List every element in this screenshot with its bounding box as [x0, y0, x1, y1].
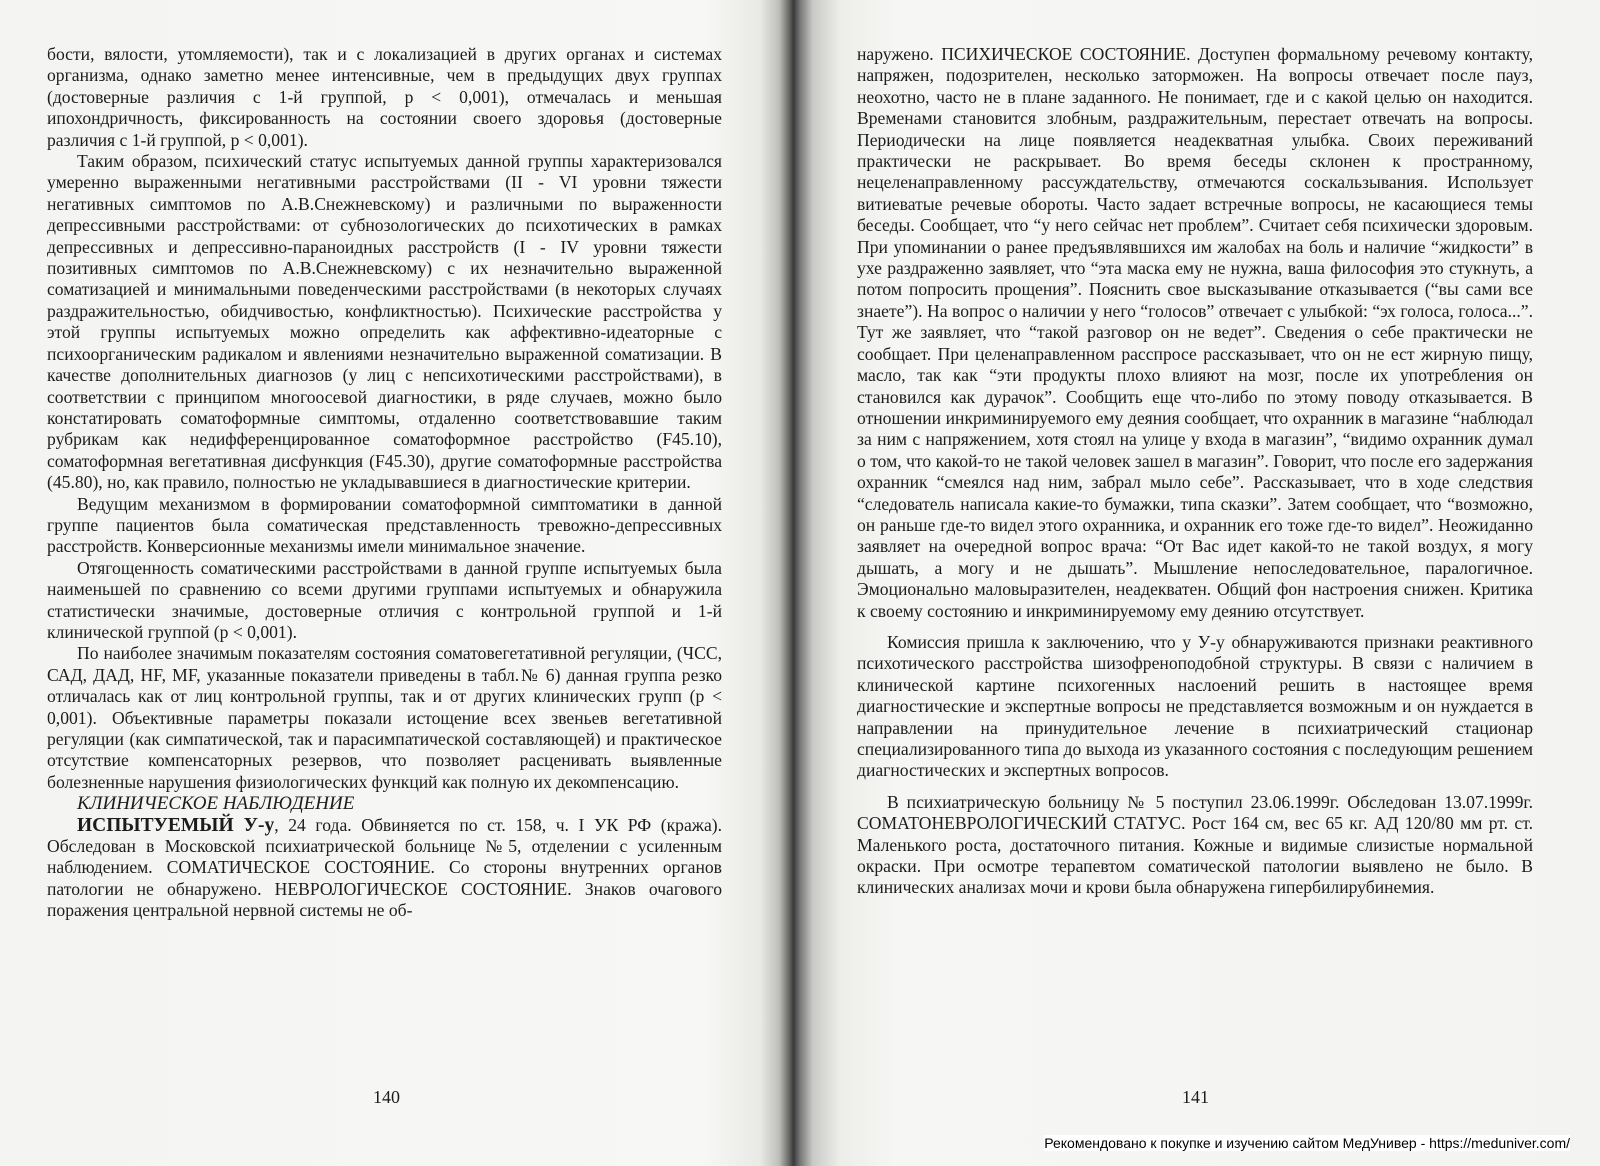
- left-paragraph-6-text: , 24 года. Обвиняется по ст. 158, ч. I УК РФ (кража). Обследован в Московской психиатрической больнице №5, отделении с усиленным наблюдением. СОМАТИЧЕСКОЕ СОСТОЯНИЕ. Со стороны внутренних органов патологии не обнаружено. НЕВРОЛОГИЧЕСКОЕ СОСТОЯНИЕ. Знаков очагового поражения центральной нервной системы не об-: [47, 814, 723, 921]
- left-paragraph-4: Отягощенность соматическими расстройствами в данной группе испытуемых была наименьшей по сравнению со всеми другими группами испытуемых и обнаружила статистически значимые, достоверные отличия с контрольной группой и 1-й клинической группой (р < 0,001).: [47, 557, 722, 642]
- left-paragraph-5: По наиболее значимым показателям состояния соматовегетативной регуляции, (ЧСС, САД, ДАД, HF, MF, указанные показатели приведены в табл.№ 6) данная группа резко отличалась как от лиц контрольной группы, так и от других клинических групп (р < 0,001). Объективные параметры показали истощение всех звеньев вегетативной регуляции (как симпатической, так и парасимпатической составляющей) и практическое отсутствие компенсаторных резервов, что позволяет расценивать выявленные болезненные нарушения физиологических функций как полную их декомпенсацию.: [47, 643, 722, 792]
- footer-recommendation[interactable]: [1044, 1135, 1570, 1151]
- footer-link[interactable]: Рекомендовано к покупке и изучению сайтом МедУнивер - https://meduniver.com/: [1044, 1135, 1570, 1151]
- left-page: [47, 44, 722, 922]
- subject-name: ИСПЫТУЕМЫЙ У-у: [77, 814, 275, 836]
- left-paragraph-3: Ведущим механизмом в формировании соматоформной симптоматики в данной группе пациентов была соматическая представленность тревожно-депрессивных расстройств. Конверсионные механизмы имели минимальное значение.: [47, 493, 722, 557]
- page-number-right: 141: [1182, 1087, 1209, 1107]
- left-paragraph-1: бости, вялости, утомляемости), так и с локализацией в других органах и системах организма, однако заметно менее интенсивные, чем в предыдущих двух группах (достоверные различия с 1-й группой, р < 0,001), отмечалась и меньшая ипохондричность, фиксированность на состоянии своего здоровья (достоверные различия с 1-й группой, р < 0,001).: [47, 44, 722, 150]
- clinical-case-heading: КЛИНИЧЕСКОЕ НАБЛЮДЕНИЕ: [77, 793, 355, 815]
- page-number-left: 140: [373, 1087, 400, 1107]
- left-paragraph-2: Таким образом, психический статус испытуемых данной группы характеризовался умеренно выраженными негативными расстройствами (II - VI уровни тяжести негативных симптомов по А.В.Снежневскому) и различными по выраженности депрессивными расстройствами: от субнозологических до психотических в рамках депрессивных и депрессивно-параноидных расстройств (I - IV уровни тяжести позитивных симптомов по А.В.Снежневскому) с их незначительно выраженной соматизацией и минимальными поведенческими расстройствами (в некоторых случаях раздражительностью, обидчивостью, конфликтностью). Психические расстройства у этой группы испытуемых можно определить как аффективно-идеаторные с психоорганическим радикалом и явлениями незначительно выраженной соматизации. В качестве дополнительных диагнозов (у лиц с непсихотическими расстройствами), в соответствии с принципом многоосевой диагностики, в ряде случаев, можно было констатировать соматоформные симптомы, отдаленно соответствовавшие таким рубрикам как недифференцированное соматоформное расстройство (F45.10), соматоформная вегетативная дисфункция (F45.30), другие соматоформные расстройства (45.80), но, как правило, полностью не укладывавшиеся в диагностические критерии.: [47, 151, 722, 493]
- right-paragraph-3: В психиатрическую больницу № 5 поступил 23.06.1999г. Обследован 13.07.1999г. СОМАТОНЕВРОЛОГИЧЕСКИЙ СТАТУС. Рост 164 см, вес 65 кг. АД 120/80 мм рт. ст. Маленького роста, достаточного питания. Кожные и видимые слизистые нормальной окраски. При осмотре терапевтом соматической патологии выявлено не было. В клинических анализах мочи и крови была обнаружена гипербилирубинемия.: [857, 791, 1533, 898]
- right-paragraph-1: наружено. ПСИХИЧЕСКОЕ СОСТОЯНИЕ. Доступен формальному речевому контакту, напряжен, подозрителен, несколько заторможен. На вопросы отвечает после пауз, неохотно, часто не в плане заданного. Не понимает, где и с какой целью он находится. Временами становится злобным, раздражительным, перестает отвечать на вопросы. Периодически на лице появляется неадекватная улыбка. Своих переживаний практически не раскрывает. Во время беседы склонен к пространному, нецеленаправленному рассуждательству, отмечаются соскальзывания. Использует витиеватые речевые обороты. Часто задает встречные вопросы, не касающиеся темы беседы. Сообщает, что “у него сейчас нет проблем”. Считает себя психически здоровым. При упоминании о ранее предъявлявшихся им жалобах на боль и наличие “жидкости” в ухе раздраженно заявляет, что “эта маска ему не нужна, ваша философия это стукнуть, а потом попросить прощения”. Пояснить свое высказывание отказывается (“вы сами все знаете”). На вопрос о наличии у него “голосов” отвечает с улыбкой: “эх голоса, голоса...”. Тут же заявляет, что “такой разговор он не ведет”. Сведения о себе практически не сообщает. При целенаправленном расспросе рассказывает, что он не ест жирную пищу, масло, так как “эти продукты плохо влияют на мозг, после их употребления он становился как дурачок”. Сообщить еще что-либо по этому поводу отказывается. В отношении инкриминируемого ему деяния сообщает, что охранник в магазине “наблюдал за ним с напряжением, хотя стоял на улице у входа в магазин”, “видимо охранник думал о том, что какой-то не такой человек зашел в магазин”. Говорит, что после его задержания охранник “смеялся над ним, забрал мыло себе”. Рассказывает, что в ходе следствия “следователь написала какие-то бумажки, типа сказки”. Затем сообщает, что “возможно, он раньше где-то видел этого охранника, и охранник его тоже где-то видел”. Неожиданно заявляет на очередной вопрос врача: “От Вас идет какой-то не такой воздух, я могу дышать, а могу и не дышать”. Мышление непоследовательное, паралогичное. Эмоционально маловыразителен, неадекватен. Общий фон настроения снижен. Критика к своему состоянию и инкриминируемому ему деянию отсутствует.: [857, 44, 1533, 621]
- right-page: [857, 44, 1533, 899]
- right-paragraph-2: Комиссия пришла к заключению, что у У-у обнаруживаются признаки реактивного психотического расстройства шизофреноподобной структуры. В связи с наличием в клинической картине психогенных наслоений решить в настоящее время диагностические и экспертные вопросы не представляется возможным и он нуждается в направлении на принудительное лечение в психиатрический стационар специализированного типа до выхода из указанного состояния с последующим решением диагностических и экспертных вопросов.: [857, 631, 1533, 781]
- left-paragraph-6: [47, 815, 722, 922]
